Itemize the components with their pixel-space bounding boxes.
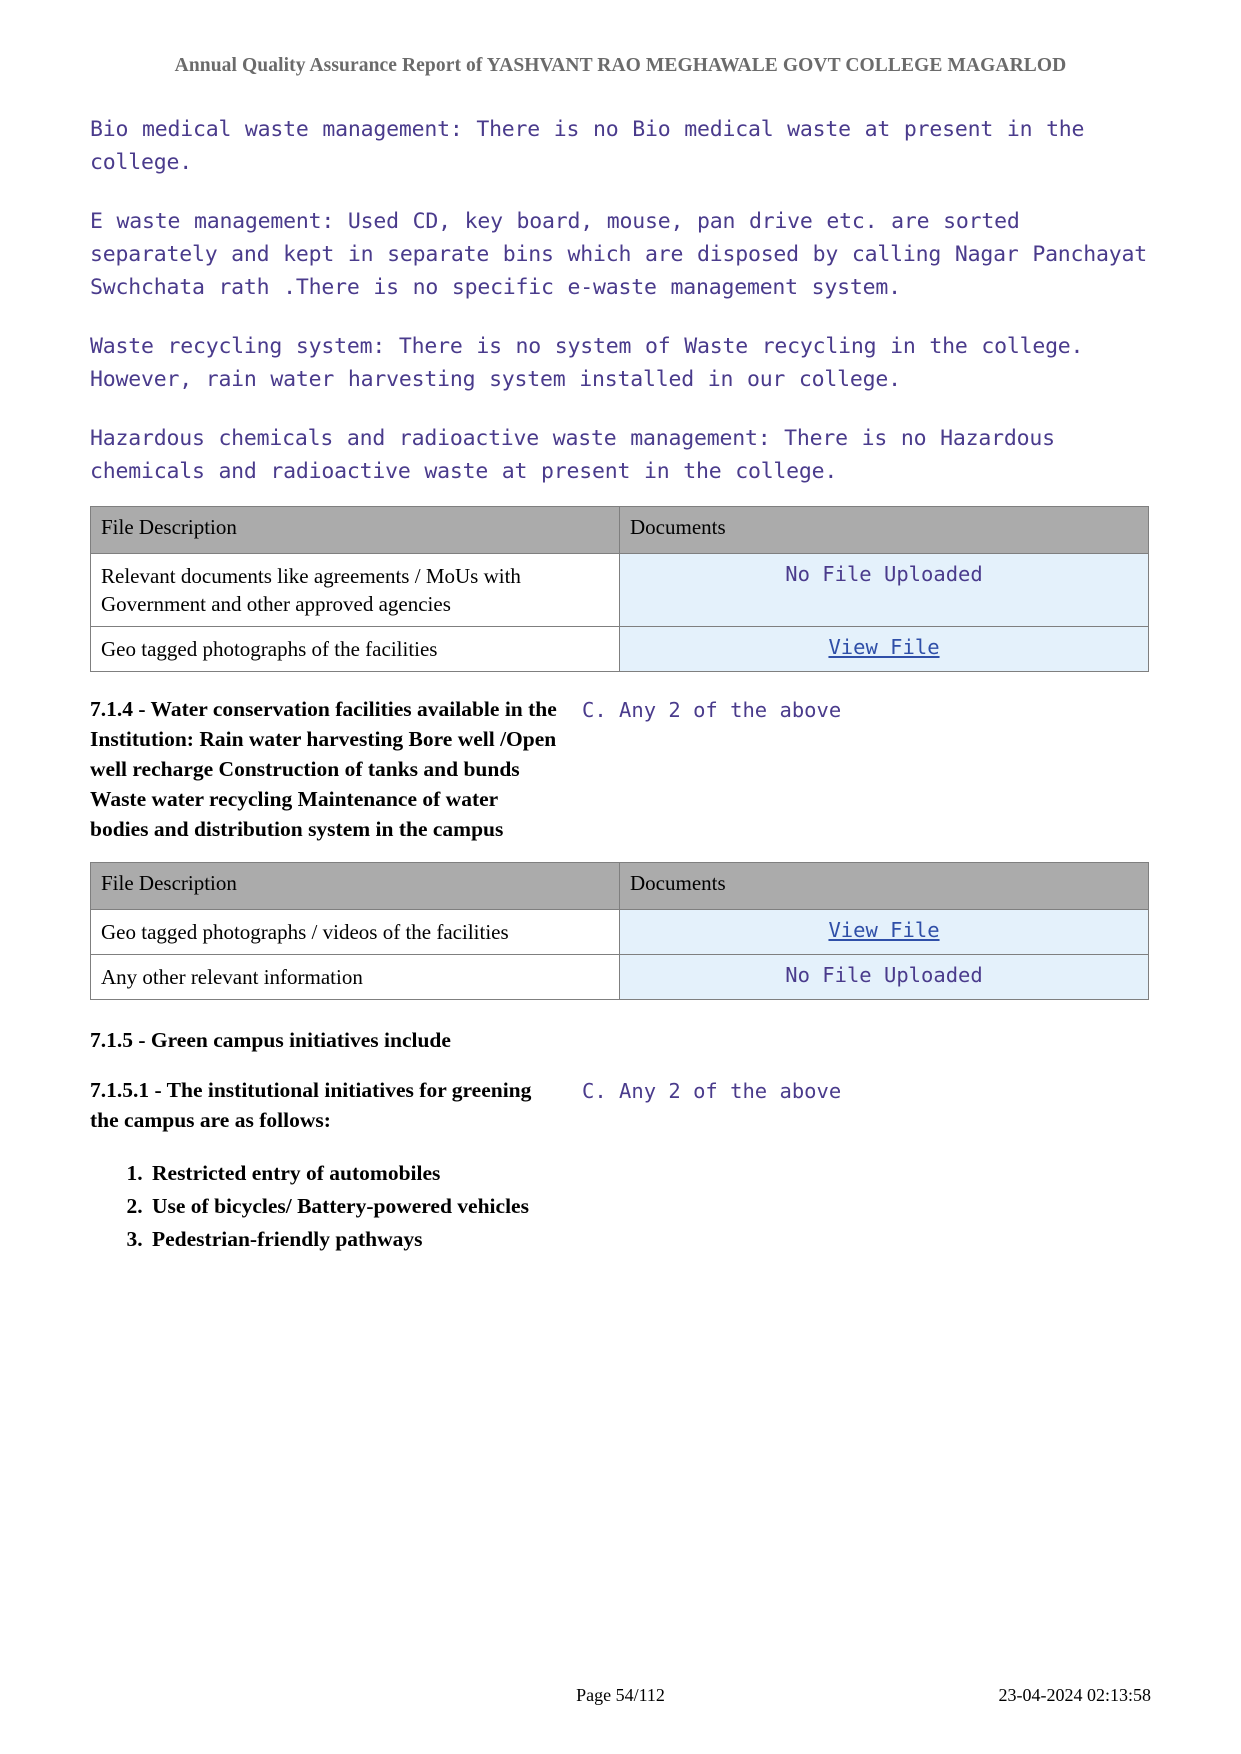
question-7-1-5-1-label: 7.1.5.1 - The institutional initiatives for greening the campus are as follows:: [90, 1078, 532, 1132]
file-description-cell: Any other relevant information: [91, 955, 620, 1000]
document-link-cell: [620, 627, 1149, 672]
question-7-1-4-label: 7.1.4 - Water conservation facilities available in the Institution: Rain water harvesting Bore well /Open well recharge Construction of tanks and bunds Waste water recycling Maintenance of water bodies and distribution system in the campus: [90, 697, 557, 841]
question-7-1-5-1: [90, 1075, 1151, 1135]
column-header-file-description: File Description: [91, 863, 620, 910]
green-campus-initiatives-list: [90, 1157, 1151, 1256]
page-number: Page 54/112: [576, 1685, 665, 1705]
document-status-cell: No File Uploaded: [620, 554, 1149, 627]
file-description-cell: Geo tagged photographs of the facilities: [91, 627, 620, 672]
table-header-row: [91, 863, 1149, 910]
footer-timestamp: 23-04-2024 02:13:58: [998, 1685, 1151, 1705]
file-description-cell: Geo tagged photographs / videos of the facilities: [91, 910, 620, 955]
document-link-cell: [620, 910, 1149, 955]
question-7-1-4-answer: C. Any 2 of the above: [582, 698, 842, 722]
paragraph-hazardous-chemicals: Hazardous chemicals and radioactive waste management: There is no Hazardous chemicals and radioactive waste at present in the college.: [90, 426, 1069, 484]
table-row: [91, 910, 1149, 955]
documents-table-2: [90, 862, 1149, 1000]
view-file-link[interactable]: View File: [828, 635, 940, 659]
table-row: [91, 955, 1149, 1000]
table-row: [91, 627, 1149, 672]
list-item: 2. Use of bicycles/ Battery-powered vehicles: [148, 1190, 572, 1223]
question-7-1-4: [90, 694, 1151, 844]
section-title-7-1-5: 7.1.5 - Green campus initiatives include: [90, 1028, 451, 1052]
column-header-file-description: File Description: [91, 507, 620, 554]
documents-table-1: [90, 506, 1149, 672]
column-header-documents: Documents: [620, 863, 1149, 910]
page-footer: [90, 1685, 1151, 1709]
page-header-title: Annual Quality Assurance Report of YASHVANT RAO MEGHAWALE GOVT COLLEGE MAGARLOD: [174, 55, 1067, 76]
table-header-row: [91, 507, 1149, 554]
column-header-documents: Documents: [620, 507, 1149, 554]
table-row: [91, 554, 1149, 627]
paragraph-waste-recycling: Waste recycling system: There is no system of Waste recycling in the college. However, rain water harvesting system installed in our college.: [90, 334, 1098, 392]
document-status-cell: No File Uploaded: [620, 955, 1149, 1000]
list-item: 1. Restricted entry of automobiles: [148, 1157, 572, 1190]
view-file-link[interactable]: View File: [828, 918, 940, 942]
list-item: 3. Pedestrian-friendly pathways: [148, 1223, 572, 1256]
question-7-1-5-1-answer: C. Any 2 of the above: [582, 1079, 842, 1103]
paragraph-bio-medical-waste: Bio medical waste management: There is no Bio medical waste at present in the college.: [90, 117, 1099, 175]
file-description-cell: Relevant documents like agreements / MoUs with Government and other approved agencies: [91, 554, 620, 627]
paragraph-e-waste: E waste management: Used CD, key board, mouse, pan drive etc. are sorted separately and kept in separate bins which are disposed by calling Nagar Panchayat Swchchata rath .There is no specific e-waste management system.: [90, 209, 1161, 300]
